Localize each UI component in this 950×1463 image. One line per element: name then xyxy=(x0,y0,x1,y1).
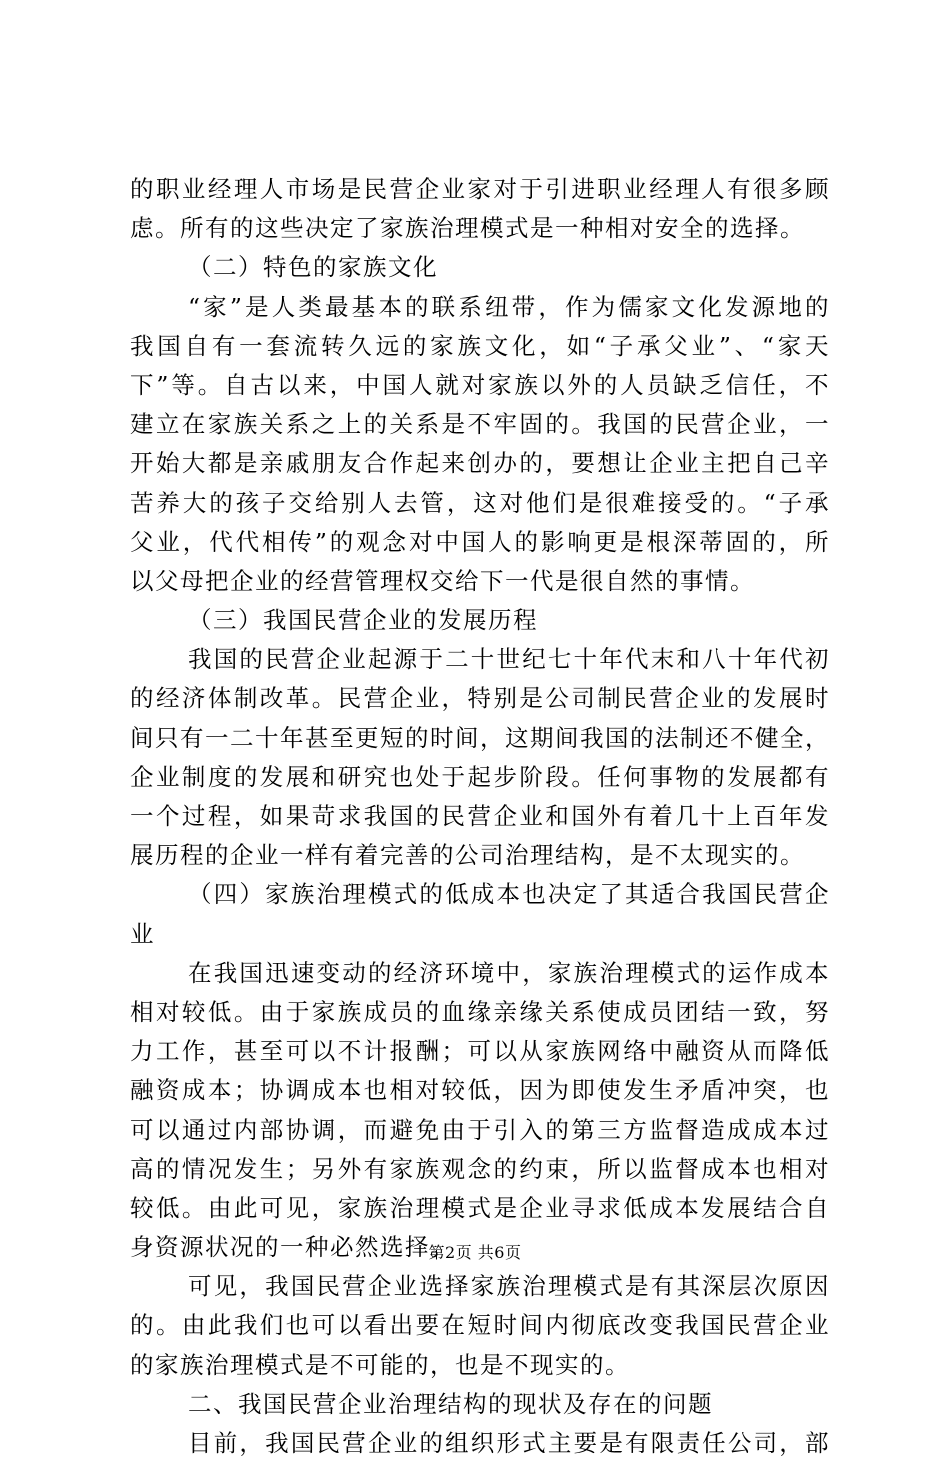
text-line: 身资源状况的一种必然选择。 xyxy=(130,1233,455,1262)
text-line: 的经济体制改革。民营企业，特别是公司制民营企业的发展时 xyxy=(130,684,830,713)
text-line: 的家族治理模式是不可能的，也是不现实的。 xyxy=(130,1350,630,1379)
text-line: 苦养大的孩子交给别人去管，这对他们是很难接受的。“子承 xyxy=(130,488,830,517)
text-line: 高的情况发生；另外有家族观念的约束，所以监督成本也相对 xyxy=(130,1154,830,1183)
text-line: 开始大都是亲戚朋友合作起来创办的，要想让企业主把自己辛 xyxy=(130,449,830,478)
text-line: 父业，代代相传”的观念对中国人的影响更是根深蒂固的，所 xyxy=(130,527,830,556)
text-line: 在我国迅速变动的经济环境中，家族治理模式的运作成本 xyxy=(188,958,830,987)
section-heading: （四）家族治理模式的低成本也决定了其适合我国民营企 xyxy=(188,880,830,909)
text-line: 间只有一二十年甚至更短的时间，这期间我国的法制还不健全， xyxy=(130,723,830,752)
text-line: 力工作，甚至可以不计报酬；可以从家族网络中融资从而降低 xyxy=(130,1037,830,1066)
page-number-footer: 第2页 共6页 xyxy=(428,1243,522,1262)
section-heading: 二、我国民营企业治理结构的现状及存在的问题 xyxy=(188,1389,713,1418)
text-line: 一个过程，如果苛求我国的民营企业和国外有着几十上百年发 xyxy=(130,802,830,830)
text-line: 的。由此我们也可以看出要在短时间内彻底改变我国民营企业 xyxy=(130,1311,830,1340)
text-line: “家”是人类最基本的联系纽带，作为儒家文化发源地的 xyxy=(188,292,830,321)
text-line: 的职业经理人市场是民营企业家对于引进职业经理人有很多顾 xyxy=(130,175,830,203)
text-line: 建立在家族关系之上的关系是不牢固的。我国的民营企业，一 xyxy=(130,410,830,439)
text-line: 我国的民营企业起源于二十世纪七十年代末和八十年代初 xyxy=(188,645,830,674)
text-line: 较低。由此可见，家族治理模式是企业寻求低成本发展结合自 xyxy=(130,1193,830,1222)
text-line: 融资成本；协调成本也相对较低，因为即使发生矛盾冲突，也 xyxy=(130,1076,830,1105)
text-line: 可见，我国民营企业选择家族治理模式是有其深层次原因 xyxy=(188,1272,830,1301)
document-body xyxy=(130,170,830,1463)
text-line: 以父母把企业的经营管理权交给下一代是很自然的事情。 xyxy=(130,566,755,595)
text-line: 我国自有一套流转久远的家族文化，如“子承父业”、“家天 xyxy=(130,331,830,360)
text-line: 可以通过内部协调，而避免由于引入的第三方监督造成成本过 xyxy=(130,1115,830,1144)
text-line: 虑。所有的这些决定了家族治理模式是一种相对安全的选择。 xyxy=(130,214,805,243)
section-heading: （三）我国民营企业的发展历程 xyxy=(188,606,538,635)
text-line: 目前，我国民营企业的组织形式主要是有限责任公司，部 xyxy=(188,1429,830,1457)
text-line: 相对较低。由于家族成员的血缘亲缘关系使成员团结一致，努 xyxy=(130,997,830,1026)
section-heading-continuation: 业 xyxy=(130,919,155,948)
text-line: 下”等。自古以来，中国人就对家族以外的人员缺乏信任，不 xyxy=(130,370,830,399)
section-heading: （二）特色的家族文化 xyxy=(188,253,438,282)
text-line: 企业制度的发展和研究也处于起步阶段。任何事物的发展都有 xyxy=(130,762,830,791)
text-line: 展历程的企业一样有着完善的公司治理结构，是不太现实的。 xyxy=(130,841,805,870)
